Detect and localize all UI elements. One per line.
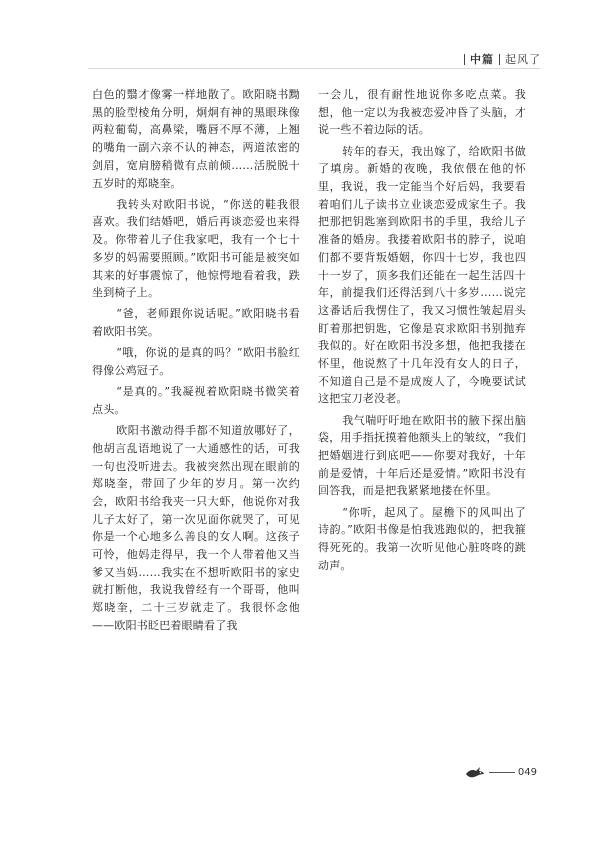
running-header: [459, 51, 541, 67]
page-footer: [465, 765, 537, 779]
footer-rule: [489, 772, 515, 773]
paragraph: “哦，你说的是真的吗？”欧阳书脸红得像公鸡冠子。: [92, 346, 300, 378]
paragraph: “是真的。”我凝视着欧阳晓书微笑着点头。: [92, 385, 300, 416]
paragraph: 一会儿，很有耐性地说你多吃点菜。我想，他一定以为我被恋爱冲昏了头脑，才说一些不着边际的话。: [318, 88, 526, 137]
paragraph: 我气喘吁吁地在欧阳书的腋下探出脑袋，用手指抚摸着他额头上的皱纹，“我们把婚姻进行到底吧——你要对我好，十年前是爱情，十年后还是爱情。”欧阳书没有回答我，而是把我紧紧地搂在怀里。: [318, 413, 526, 498]
left-text-column: [92, 86, 300, 638]
header-story-title: 起风了: [505, 53, 541, 66]
paragraph: “你听，起风了。屋檐下的风叫出了诗韵。”欧阳书像是怕我逃跑似的，把我箍得死死的。我第一次听见他心脏咚咚的跳动声。: [318, 505, 526, 572]
paragraph: “爸，老师跟你说话呢。”欧阳晓书看着欧阳书笑。: [92, 307, 300, 339]
right-text-column: [318, 86, 526, 578]
header-rule: [88, 68, 540, 69]
header-section-label: 中篇: [470, 53, 494, 66]
bird-logo-icon: [465, 765, 485, 779]
header-divider-left: [464, 54, 465, 65]
paragraph: 转年的春天，我出嫁了，给欧阳书做了填房。新婚的夜晚，我依偎在他的怀里，我说，我一定能当个好后妈，我要看着咱们儿子读书立业谈恋爱成家生子。我把那把钥匙塞到欧阳书的手里，我给儿子准备的婚房。我搂着欧阳书的脖子，说咱们都不要背叛婚姻，你四十七岁，我也四十一岁了，顶多我们还能在一起生活四十年，前提我们还得活到八十多岁……说完这番话后我愣住了，我又习惯性皱起眉头盯着那把钥匙，它像是哀求欧阳书别抛弃我似的。好在欧阳书没多想，他把我搂在怀里，他说熬了十几年没有女人的日子，不知道自己是不是成废人了，今晚要试试这把宝刀老没老。: [318, 144, 526, 406]
header-divider-right: [499, 54, 500, 65]
page-number: 049: [517, 766, 537, 778]
paragraph: 白色的翳才像雾一样地散了。欧阳晓书黝黑的脸型棱角分明，炯炯有神的黑眼珠像两粒葡萄，高鼻梁，嘴唇不厚不薄，上翘的嘴角一副六亲不认的神态，两道浓密的剑眉，宽肩膀稍微有点前倾……活脱脱十五岁时的郑晓奎。: [92, 88, 300, 190]
paragraph: 我转头对欧阳书说，“你送的鞋我很喜欢。我们结婚吧，婚后再谈恋爱也来得及。你带着儿子住我家吧，我有一个七十多岁的妈需要照顾。”欧阳书可能是被突如其来的好事震惊了，他惊愕地看着我，跌坐到椅子上。: [92, 197, 300, 300]
paragraph: 欧阳书激动得手都不知道放哪好了，他胡言乱语地说了一大通感性的话，可我一句也没听进去。我被突然出现在眼前的郑晓奎，带回了少年的岁月。第一次约会，欧阳书给我夹一只大虾，他说你对我儿子太好了，第一次见面你就哭了，可见你是一个心地多么善良的女人啊。这孩子可怜，他妈走得早，我一个人带着他又当爹又当妈……我实在不想听欧阳书的家史就打断他，我说我曾经有一个哥哥，他叫郑晓奎，二十三岁就走了。我很怀念他——欧阳书眨巴着眼睛看了我: [92, 424, 300, 632]
